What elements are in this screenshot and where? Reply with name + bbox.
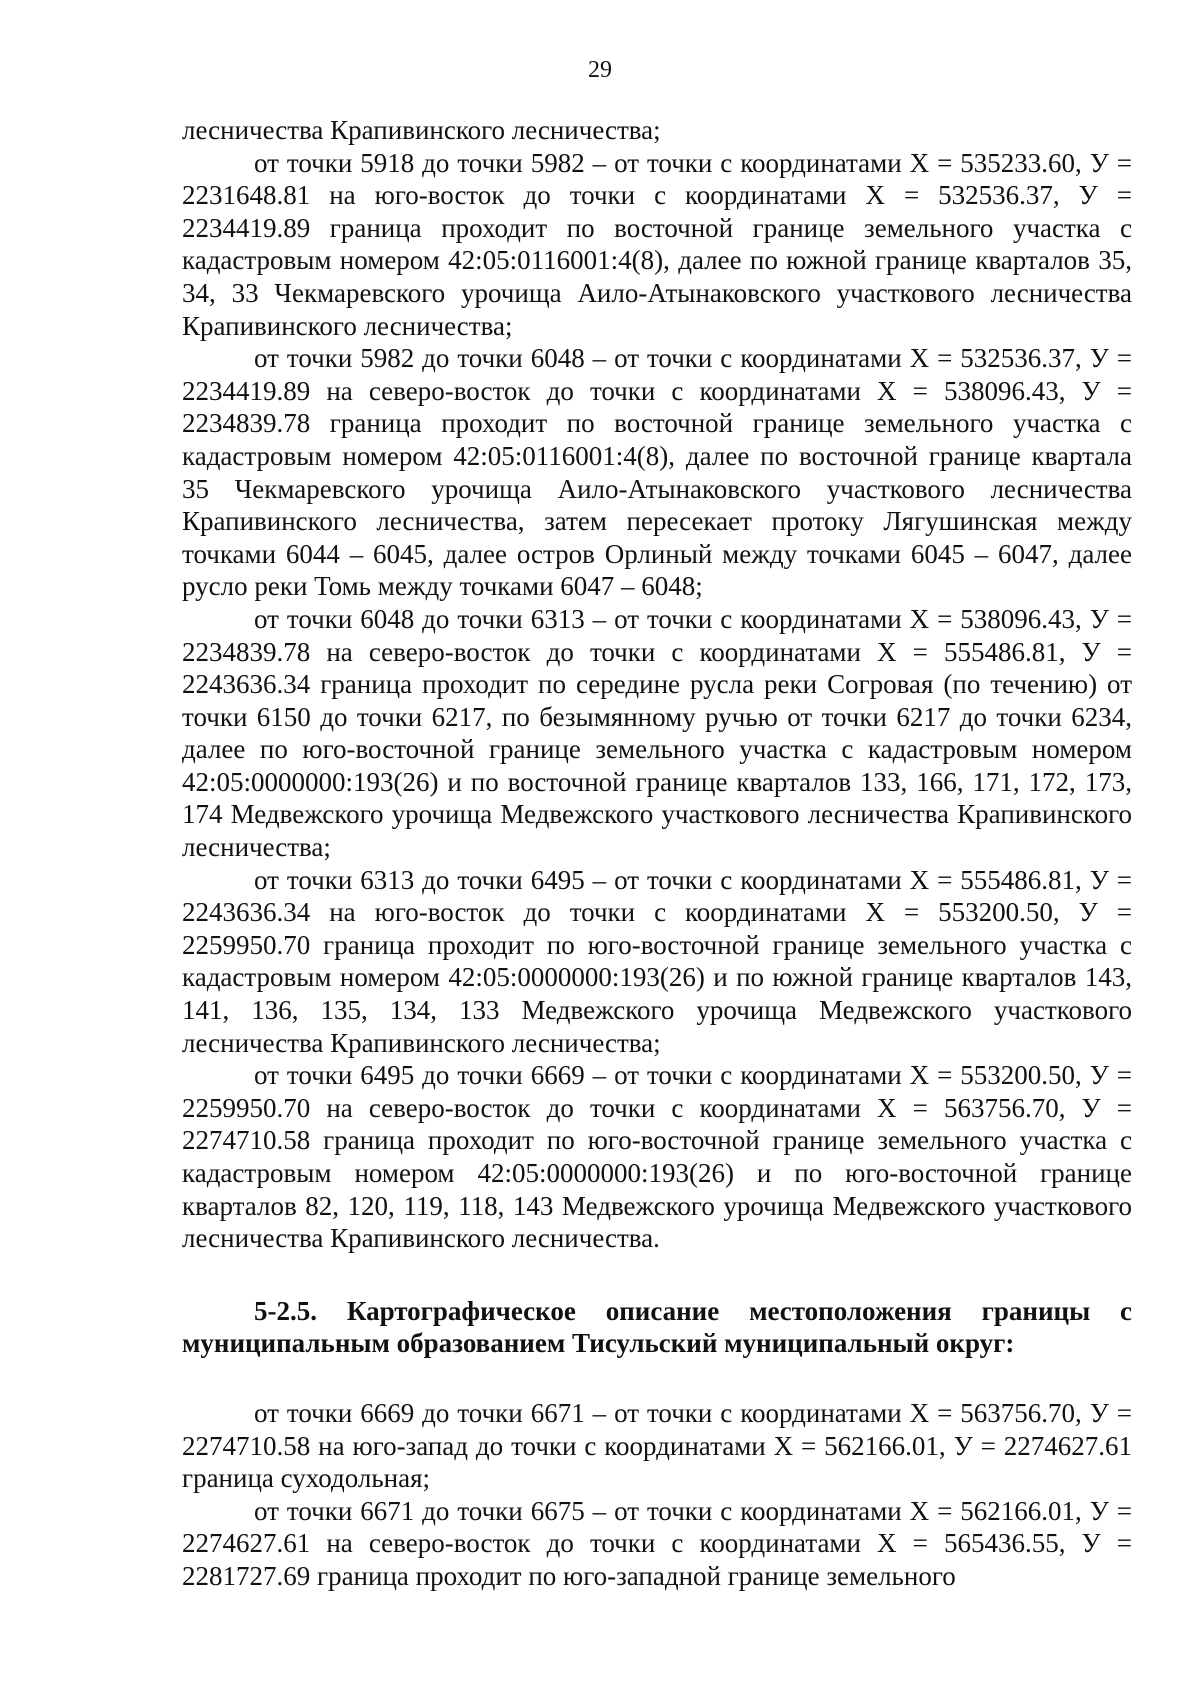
section-heading: 5-2.5. Картографическое описание местоположения границы с муниципальным образованием Тисульский муниципальный округ:	[182, 1295, 1132, 1359]
paragraph-continuation: лесничества Крапивинского лесничества;	[182, 115, 661, 145]
paragraph-segment-6048-6313: от точки 6048 до точки 6313 – от точки с координатами Х = 538096.43, У = 2234839.78 на северо-восток до точки с координатами Х = 555486.81, У = 2243636.34 граница проходит по середине русла реки Согровая (по течению) от точки 6150 до точки 6217, по безымянному ручью от точки 6217 до точки 6234, далее по юго-восточной границе земельного участка с кадастровым номером 42:05:0000000:193(26) и по восточной границе кварталов 133, 166, 171, 172, 173, 174 Медвежского урочища Медвежского участкового лесничества Крапивинского лесничества;	[182, 603, 1132, 863]
paragraph-segment-6495-6669: от точки 6495 до точки 6669 – от точки с координатами Х = 553200.50, У = 2259950.70 на северо-восток до точки с координатами Х = 563756.70, У = 2274710.58 граница проходит по юго-восточной границе земельного участка с кадастровым номером 42:05:0000000:193(26) и по юго-восточной границе кварталов 82, 120, 119, 118, 143 Медвежского урочища Медвежского участкового лесничества Крапивинского лесничества.	[182, 1060, 1132, 1254]
paragraph-segment-5918-5982: от точки 5918 до точки 5982 – от точки с координатами Х = 535233.60, У = 2231648.81 на юго-восток до точки с координатами Х = 532536.37, У = 2234419.89 граница проходит по восточной границе земельного участка с кадастровым номером 42:05:0116001:4(8), далее по южной границе кварталов 35, 34, 33 Чекмаревского урочища Аило-Атынаковского участкового лесничества Крапивинского лесничества;	[182, 147, 1132, 341]
paragraph-segment-5982-6048: от точки 5982 до точки 6048 – от точки с координатами Х = 532536.37, У = 2234419.89 на северо-восток до точки с координатами Х = 538096.43, У = 2234839.78 граница проходит по восточной границе земельного участка с кадастровым номером 42:05:0116001:4(8), далее по восточной границе квартала 35 Чекмаревского урочища Аило-Атынаковского участкового лесничества Крапивинского лесничества, затем пересекает протоку Лягушинская между точками 6044 – 6045, далее остров Орлиный между точками 6045 – 6047, далее русло реки Томь между точками 6047 – 6048;	[182, 343, 1132, 602]
page-number: 29	[588, 57, 612, 83]
paragraph-segment-6669-6671: от точки 6669 до точки 6671 – от точки с координатами Х = 563756.70, У = 2274710.58 на юго-запад до точки с координатами Х = 562166.01, У = 2274627.61 граница суходольная;	[182, 1397, 1132, 1494]
paragraph-segment-6671-6675: от точки 6671 до точки 6675 – от точки с координатами Х = 562166.01, У = 2274627.61 на северо-восток до точки с координатами Х = 565436.55, У = 2281727.69 граница проходит по юго-западной границе земельного	[182, 1495, 1132, 1591]
paragraph-segment-6313-6495: от точки 6313 до точки 6495 – от точки с координатами Х = 555486.81, У = 2243636.34 на юго-восток до точки с координатами Х = 553200.50, У = 2259950.70 граница проходит по юго-восточной границе земельного участка с кадастровым номером 42:05:0000000:193(26) и по южной границе кварталов 143, 141, 136, 135, 134, 133 Медвежского урочища Медвежского участкового лесничества Крапивинского лесничества;	[182, 864, 1132, 1058]
document-body	[182, 114, 1132, 1593]
